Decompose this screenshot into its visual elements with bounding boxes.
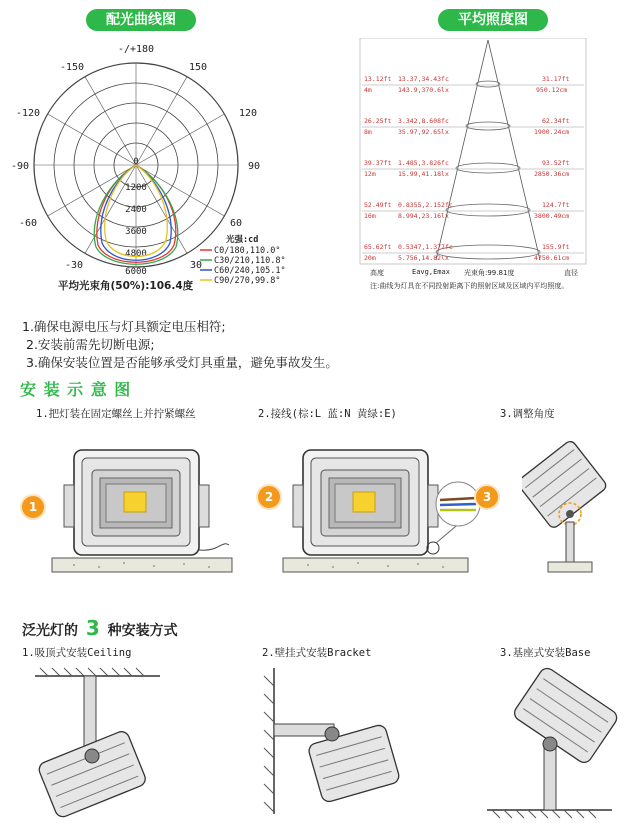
- method-2-illustration: [262, 664, 402, 824]
- step-2-badge: 2: [256, 484, 282, 510]
- row-height-m: 12m: [364, 170, 376, 178]
- footer-height: 高度: [370, 269, 384, 277]
- row-eavg-lx: 35.97,92.65lx: [398, 128, 449, 136]
- polar-angle-60: 60: [229, 218, 243, 229]
- polar-radial-4800: 4800: [125, 249, 147, 259]
- polar-angle-150: 150: [188, 62, 208, 73]
- row-eavg-fc: 0.8355,2.152fc: [398, 201, 453, 209]
- row-height-ft: 39.37ft: [364, 159, 392, 167]
- legend-item-c60: C60/240,105.1°: [214, 266, 286, 276]
- polar-diagram: [0, 30, 300, 300]
- row-height-ft: 26.25ft: [364, 117, 392, 125]
- illum-footer: [352, 268, 592, 298]
- methods-title-before: 泛光灯的: [22, 623, 78, 639]
- row-height-m: 4m: [364, 86, 372, 94]
- polar-angle-neg120: -120: [15, 108, 41, 119]
- step-3-caption: 3.调整角度: [500, 408, 555, 420]
- method-1-caption: 1.吸顶式安装Ceiling: [22, 647, 132, 659]
- polar-radial-1200: 1200: [125, 183, 147, 193]
- row-eavg-fc: 0.5347,1.377fc: [398, 243, 453, 251]
- row-dia-cm: 3800.49cm: [534, 212, 570, 220]
- methods-title-after: 种安装方式: [107, 623, 178, 639]
- row-height-m: 20m: [364, 254, 376, 262]
- polar-radial-6000: 6000: [125, 267, 147, 277]
- polar-radial-2400: 2400: [125, 205, 147, 215]
- polar-angle-180: -/+180: [117, 44, 155, 55]
- install-title: 安 装 示 意 图: [20, 380, 132, 399]
- illum-note: 注:曲线为灯具在不同投射距离下的照射区域及区域内平均照度。: [370, 282, 569, 290]
- row-height-m: 16m: [364, 212, 376, 220]
- method-1-illustration: [30, 664, 170, 824]
- illum-title: 平均照度图: [438, 9, 548, 31]
- row-height-ft: 65.62ft: [364, 243, 392, 251]
- polar-angle-30: 30: [189, 260, 203, 271]
- row-dia-cm: 4750.61cm: [534, 254, 570, 262]
- polar-angle-0: 0: [133, 157, 139, 167]
- legend-item-c90: C90/270,99.8°: [214, 276, 281, 286]
- note-2: 2.安装前需先切断电源;: [26, 337, 155, 352]
- row-dia-cm: 2850.36cm: [534, 170, 570, 178]
- method-3-illustration: [482, 664, 622, 824]
- row-eavg-fc: 3.342,8.608fc: [398, 117, 449, 125]
- row-dia-ft: 93.52ft: [542, 159, 570, 167]
- row-eavg-lx: 5.756,14.82lx: [398, 254, 449, 262]
- polar-angle-neg60: -60: [18, 218, 38, 229]
- step-2-illustration: [278, 440, 508, 580]
- row-dia-ft: 124.7ft: [542, 201, 570, 209]
- row-eavg-lx: 143.9,370.6lx: [398, 86, 449, 94]
- row-eavg-lx: 8.994,23.16lx: [398, 212, 449, 220]
- step-1-illustration: [44, 440, 244, 580]
- row-eavg-lx: 15.99,41.18lx: [398, 170, 449, 178]
- footer-eavg: Eavg,Emax: [412, 268, 450, 276]
- polar-title: 配光曲线图: [86, 9, 196, 31]
- row-height-m: 8m: [364, 128, 372, 136]
- illum-rows: [352, 38, 592, 268]
- polar-angle-90: 90: [247, 161, 261, 172]
- method-3-caption: 3.基座式安装Base: [500, 647, 591, 659]
- row-dia-ft: 31.17ft: [542, 75, 570, 83]
- row-height-ft: 13.12ft: [364, 75, 392, 83]
- row-dia-cm: 950.12cm: [536, 86, 568, 94]
- polar-angle-neg150: -150: [59, 62, 85, 73]
- methods-title-number: 3: [85, 616, 100, 640]
- beam-angle-text: 平均光束角(50%):106.4度: [58, 280, 194, 292]
- legend-title: 光强:cd: [226, 235, 259, 245]
- polar-angle-120: 120: [238, 108, 258, 119]
- polar-angle-neg30: -30: [64, 260, 84, 271]
- step-3-illustration: [522, 432, 622, 582]
- methods-title: [22, 616, 178, 640]
- step-1-caption: 1.把灯装在固定螺丝上并拧紧螺丝: [36, 408, 196, 420]
- footer-beam: 光束角:99.81度: [464, 269, 515, 277]
- row-dia-ft: 155.9ft: [542, 243, 570, 251]
- legend-item-c0: C0/180,110.0°: [214, 246, 281, 256]
- row-dia-cm: 1900.24cm: [534, 128, 570, 136]
- step-2-caption: 2.接线(棕:L 蓝:N 黄绿:E): [258, 408, 397, 420]
- row-height-ft: 52.49ft: [364, 201, 392, 209]
- polar-radial-3600: 3600: [125, 227, 147, 237]
- row-eavg-fc: 13.37,34.43fc: [398, 75, 449, 83]
- step-1-badge: 1: [20, 494, 46, 520]
- footer-dia: 直径: [564, 269, 578, 277]
- method-2-caption: 2.壁挂式安装Bracket: [262, 647, 372, 659]
- row-eavg-fc: 1.485,3.826fc: [398, 159, 449, 167]
- step-3-badge: 3: [474, 484, 500, 510]
- row-dia-ft: 62.34ft: [542, 117, 570, 125]
- note-3: 3.确保安装位置是否能够承受灯具重量，避免事故发生。: [26, 355, 338, 370]
- polar-angle-neg90: -90: [10, 161, 30, 172]
- note-1: 1.确保电源电压与灯具额定电压相符;: [22, 319, 226, 334]
- legend-item-c30: C30/210,110.8°: [214, 256, 286, 266]
